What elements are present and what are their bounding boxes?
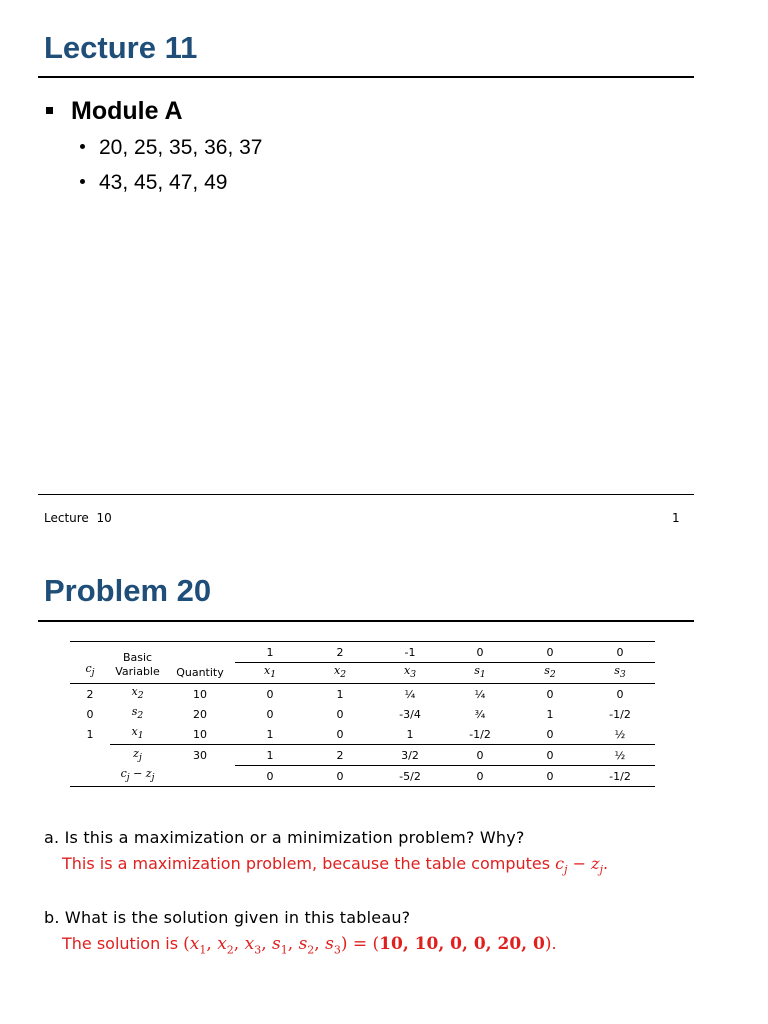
row-cj: 2 <box>70 684 110 705</box>
row-value: 0 <box>266 707 274 721</box>
zj-value: 0 <box>515 745 585 766</box>
coef-cell: 0 <box>585 642 655 663</box>
row-value: 0 <box>336 707 344 721</box>
var-header: $x_2$ <box>305 663 375 684</box>
zj-value: 0 <box>445 745 515 766</box>
answer-b: The solution is ($x_1$, $x_2$, $x_3$, $s_1$, $s_2$, $s_3) = (10$, 10, 0, 0, 20, 0). <box>62 934 557 957</box>
row-value: 0 <box>336 727 344 741</box>
footer-page-number: 1 <box>672 511 680 525</box>
coef-cell: 2 <box>305 642 375 663</box>
row-basic-variable: $x_2$ <box>110 684 165 705</box>
row-quantity: 10 <box>165 684 235 705</box>
row-value: 0 <box>585 684 655 705</box>
question-a: a. Is this a maximization or a minimization problem? Why? <box>44 828 525 847</box>
coef-cell: -1 <box>375 642 445 663</box>
slide1-title-rule <box>38 76 694 78</box>
row-basic-variable: $s_2$ <box>131 705 144 722</box>
row-basic-variable: $x_1$ <box>131 725 144 742</box>
tableau-coefficient-row <box>70 642 655 663</box>
cz-value: 0 <box>305 766 375 787</box>
row-quantity: 10 <box>193 727 207 741</box>
row-value: 1 <box>266 727 274 741</box>
footer-rule <box>38 494 694 495</box>
cz-value: 0 <box>445 766 515 787</box>
row-value: ½ <box>614 727 626 741</box>
cz-value: -1/2 <box>585 766 655 787</box>
zj-row <box>70 745 655 766</box>
row-value: 0 <box>546 727 554 741</box>
row-quantity: 20 <box>193 707 207 721</box>
question-b: b. What is the solution given in this tableau? <box>44 908 411 927</box>
cz-value: 0 <box>515 766 585 787</box>
row-value: -1/2 <box>469 727 491 741</box>
var-header: $s_3$ <box>585 663 655 684</box>
zj-value: 3/2 <box>375 745 445 766</box>
row-value: 1 <box>406 727 414 741</box>
zj-label: $z_j$ <box>110 745 165 766</box>
row-value: -1/2 <box>609 707 631 721</box>
dot-bullet-icon <box>80 144 85 149</box>
module-bullet <box>44 96 183 126</box>
footer-lecture-label: Lecture 10 <box>44 511 112 525</box>
module-label: Module A <box>71 97 183 125</box>
row-value: ¾ <box>474 707 486 721</box>
coef-cell: 0 <box>515 642 585 663</box>
row-cj: 0 <box>86 707 94 721</box>
zj-quantity: 30 <box>165 745 235 766</box>
zj-value: ½ <box>585 745 655 766</box>
cz-value: -5/2 <box>375 766 445 787</box>
cj-minus-zj-label: $c_j - z_j$ <box>110 766 165 787</box>
var-header: $s_1$ <box>445 663 515 684</box>
tableau-row <box>70 704 655 724</box>
row-value: ¼ <box>375 684 445 705</box>
var-header: $x_3$ <box>375 663 445 684</box>
sub-bullet-item <box>80 170 227 196</box>
basic-variable-header: Basic Variable <box>110 642 165 684</box>
row-value: 0 <box>235 684 305 705</box>
cj-minus-zj-row <box>70 766 655 787</box>
row-value: 1 <box>546 707 554 721</box>
row-value: -3/4 <box>399 707 421 721</box>
var-header: $s_2$ <box>515 663 585 684</box>
sub-bullet-text: 43, 45, 47, 49 <box>99 171 228 194</box>
coef-cell: 1 <box>235 642 305 663</box>
quantity-header: Quantity <box>165 642 235 684</box>
slide2-title-rule <box>38 620 694 622</box>
answer-a: This is a maximization problem, because the table computes $c_j - z_j$. <box>62 854 609 877</box>
dot-bullet-icon <box>80 179 85 184</box>
cz-value: 0 <box>235 766 305 787</box>
simplex-tableau <box>70 641 655 787</box>
slide1-title: Lecture 11 <box>44 30 198 65</box>
zj-value: 2 <box>305 745 375 766</box>
coef-cell: 0 <box>445 642 515 663</box>
slide2-title: Problem 20 <box>44 573 212 608</box>
cj-header: $c_j$ <box>70 642 110 684</box>
sub-bullet-text: 20, 25, 35, 36, 37 <box>99 136 263 159</box>
row-value: 0 <box>515 684 585 705</box>
square-bullet-icon <box>46 107 53 114</box>
tableau-row <box>70 724 655 745</box>
sub-bullet-item <box>80 135 262 161</box>
zj-value: 1 <box>235 745 305 766</box>
row-value: ¼ <box>445 684 515 705</box>
tableau-row <box>70 684 655 705</box>
row-value: 1 <box>305 684 375 705</box>
var-header: $x_1$ <box>235 663 305 684</box>
row-cj: 1 <box>86 727 94 741</box>
